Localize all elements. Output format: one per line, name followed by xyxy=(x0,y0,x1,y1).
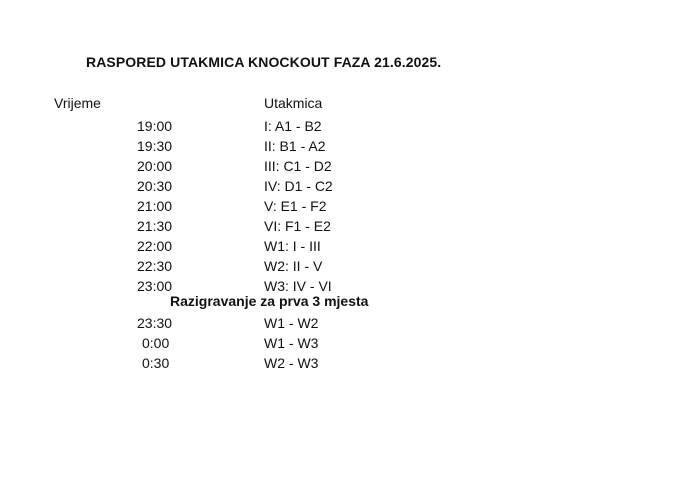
schedule-row xyxy=(0,236,689,256)
schedule-row xyxy=(0,256,689,276)
match-pairing: VI: F1 - E2 xyxy=(264,218,331,234)
schedule-row xyxy=(0,216,689,236)
schedule-row xyxy=(0,116,689,136)
schedule-row xyxy=(0,156,689,176)
match-time: 19:00 xyxy=(137,118,173,134)
match-time: 0:00 xyxy=(142,335,170,351)
match-pairing: IV: D1 - C2 xyxy=(264,178,333,194)
match-pairing: W2 - W3 xyxy=(264,355,319,371)
match-pairing: W3: IV - VI xyxy=(264,278,332,294)
match-time: 0:30 xyxy=(142,355,170,371)
placement-subheading: Razigravanje za prva 3 mjesta xyxy=(170,293,369,309)
schedule-row xyxy=(0,196,689,216)
match-time: 20:00 xyxy=(137,158,173,174)
match-time: 19:30 xyxy=(137,138,173,154)
match-pairing: II: B1 - A2 xyxy=(264,138,326,154)
match-time: 22:30 xyxy=(137,258,173,274)
match-column-header: Utakmica xyxy=(264,95,323,111)
match-pairing: III: C1 - D2 xyxy=(264,158,332,174)
match-pairing: W1 - W3 xyxy=(264,335,319,351)
match-pairing: W1: I - III xyxy=(264,238,321,254)
match-pairing: W1 - W2 xyxy=(264,315,319,331)
match-pairing: I: A1 - B2 xyxy=(264,118,322,134)
match-time: 21:00 xyxy=(137,198,173,214)
match-pairing: V: E1 - F2 xyxy=(264,198,327,214)
schedule-row xyxy=(0,176,689,196)
document-title: RASPORED UTAKMICA KNOCKOUT FAZA 21.6.2025. xyxy=(86,54,442,70)
match-time: 23:00 xyxy=(137,278,173,294)
placement-row xyxy=(0,313,689,333)
placement-row xyxy=(0,333,689,353)
placement-schedule-list xyxy=(0,313,689,373)
match-pairing: W2: II - V xyxy=(264,258,323,274)
placement-row xyxy=(0,353,689,373)
match-time: 23:30 xyxy=(137,315,173,331)
match-time: 22:00 xyxy=(137,238,173,254)
match-time: 20:30 xyxy=(137,178,173,194)
time-column-header: Vrijeme xyxy=(54,95,101,111)
knockout-schedule-list xyxy=(0,116,689,296)
schedule-row xyxy=(0,136,689,156)
match-time: 21:30 xyxy=(137,218,173,234)
